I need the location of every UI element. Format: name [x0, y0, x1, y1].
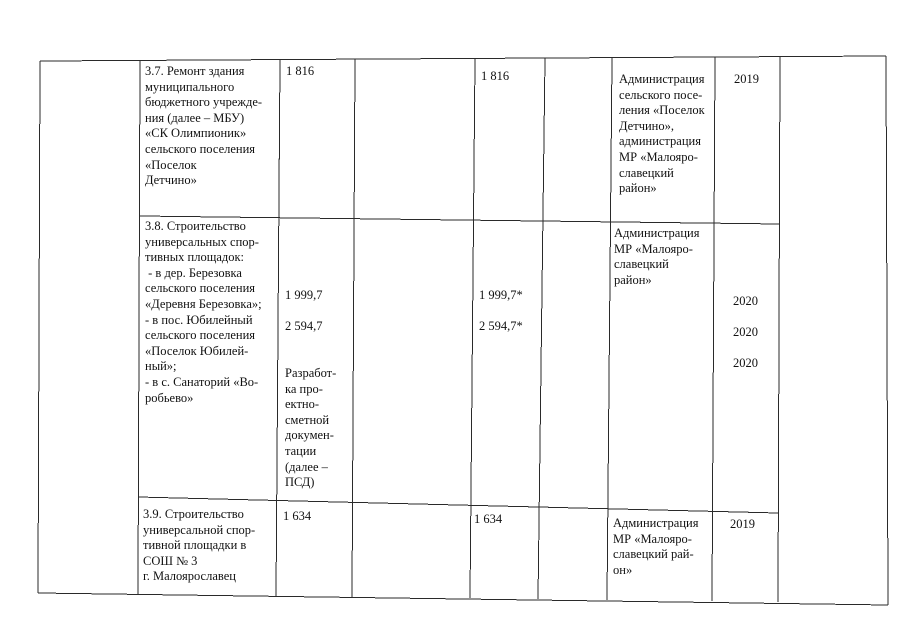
row-3-8-years: 2020 2020 2020: [733, 294, 758, 371]
col-sep-3: [352, 59, 355, 597]
frame-bottom: [38, 593, 888, 605]
col-sep-5: [538, 58, 545, 599]
col-sep-8: [778, 57, 780, 602]
row-3-7-year: 2019: [734, 72, 759, 86]
row-3-9-executor: Администрация МР «Малояро- славецкий рай- он»: [613, 516, 699, 577]
row-3-7-total: 1 816: [286, 64, 315, 78]
frame-top: [40, 56, 886, 61]
frame-left: [38, 61, 40, 593]
row-3-9-year: 2019: [730, 517, 755, 531]
row-3-8-name: 3.8. Строительство универсальных спор- тивных площадок: - в дер. Березовка сельского поселения «Деревня Березовка»; - в пос. Юбилейный сельского поселения «Поселок Юбилей- ный»; - в с. Санаторий «Во- робьево»: [145, 219, 262, 405]
row-3-9-total: 1 634: [283, 509, 312, 523]
col-sep-7: [712, 57, 715, 601]
row-3-8-executor: Администрация МР «Малояро- славецкий район»: [614, 226, 700, 287]
frame-right: [886, 56, 888, 605]
row-3-9-value: 1 634: [474, 512, 503, 526]
row-3-7-executor: Администрация сельского посе- ления «Поселок Детчино», администрация МР «Малояро- славецкий район»: [619, 72, 705, 196]
col-sep-6: [607, 58, 612, 600]
row-3-9-name: 3.9. Строительство универсальной спор- тивной площадки в СОШ № 3 г. Малоярославец: [143, 507, 256, 584]
row-3-7-name: 3.7. Ремонт здания муниципального бюджетного учрежде- ния (далее – МБУ) «СК Олимпионик» сельского поселения «Поселок Детчино»: [145, 64, 263, 188]
row-3-8-value: 1 999,7* 2 594,7*: [479, 288, 523, 334]
row-3-8-total: 1 999,7 2 594,7 Разработ- ка про- ектно- сметной докумен- тации (далее – ПСД): [285, 288, 337, 490]
col-sep-1: [138, 60, 140, 594]
col-sep-2: [276, 60, 280, 596]
row-3-7-value: 1 816: [481, 69, 510, 83]
